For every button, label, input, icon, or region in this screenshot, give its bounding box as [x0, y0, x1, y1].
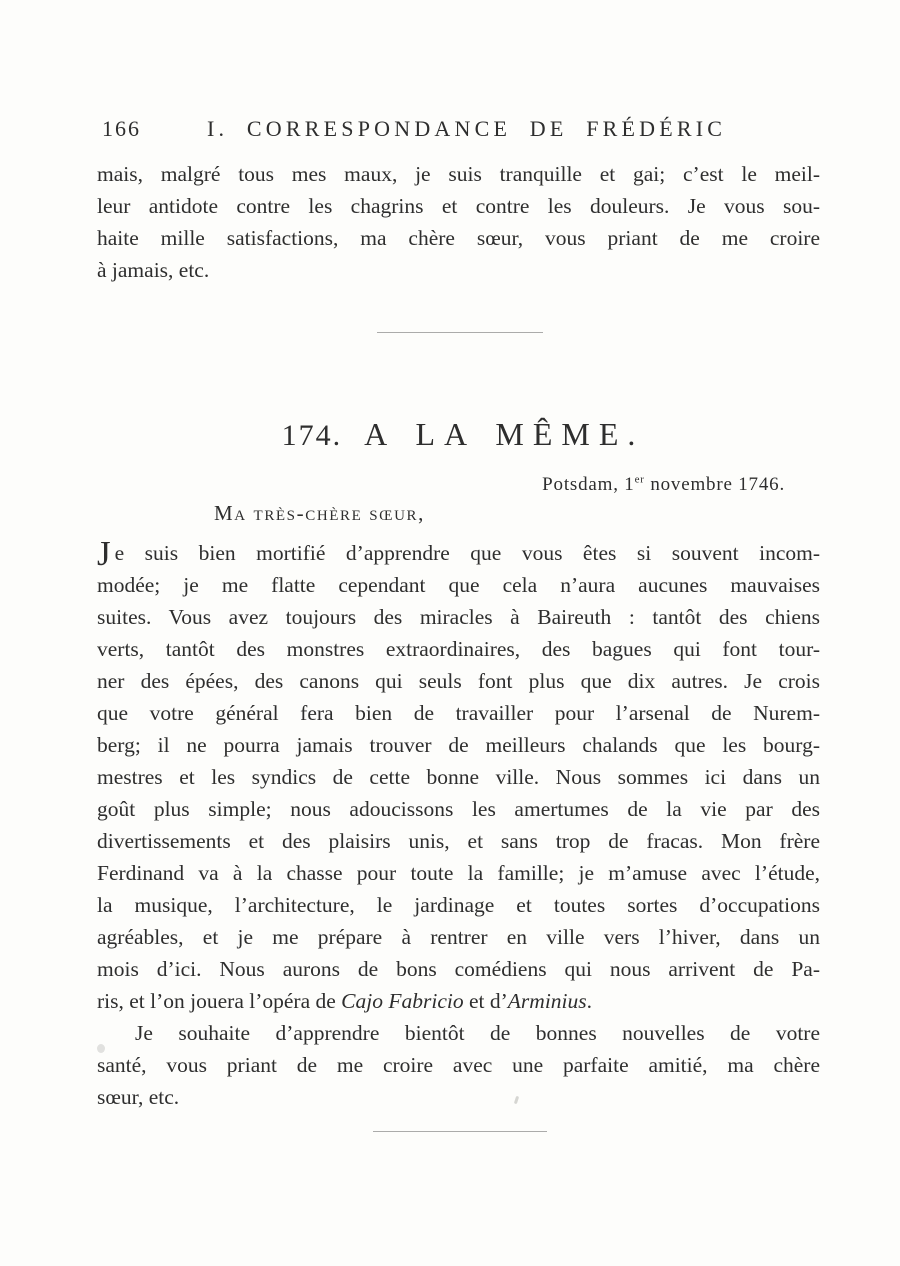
text-line: mais, malgré tous mes maux, je suis tranquille et gai; c’est le meil-: [97, 162, 820, 186]
dateline-superscript: er: [634, 473, 645, 486]
text-line: Je souhaite d’apprendre bientôt de bonnes nouvelles de votre: [135, 1021, 820, 1045]
salutation: Ma très-chère sœur,: [214, 501, 426, 525]
text-line: berg; il ne pourra jamais trouver de meilleurs chalands que les bourg-: [97, 733, 820, 757]
text-line: modée; je me flatte cependant que cela n’aura aucunes mauvaises: [97, 573, 820, 597]
section-divider-bottom: [373, 1131, 547, 1132]
text-line: mois d’ici. Nous aurons de bons comédiens qui nous arrivent de Pa-: [97, 957, 820, 981]
previous-letter-lines: [97, 158, 820, 286]
text-line: sœur, etc.: [97, 1085, 180, 1109]
text-line: goût plus simple; nous adoucissons les amertumes de la vie par des: [97, 797, 820, 821]
text-line: e suis bien mortifié d’apprendre que vous êtes si souvent incom-: [114, 541, 820, 565]
text-line: santé, vous priant de me croire avec une parfaite amitié, ma chère: [97, 1053, 820, 1077]
text-line: à jamais, etc.: [97, 258, 210, 282]
page-number: 166: [102, 116, 141, 141]
running-head: [0, 116, 900, 144]
text-line: suites. Vous avez toujours des miracles à Baireuth : tantôt des chiens: [97, 605, 820, 629]
text-line: ner des épées, des canons qui seuls font plus que dix autres. Je crois: [97, 669, 820, 693]
dateline: [542, 474, 785, 496]
text-line: verts, tantôt des monstres extraordinaires, des bagues qui font tour-: [97, 637, 820, 661]
drop-cap-initial: J: [97, 534, 111, 573]
text-line: divertissements et des plaisirs unis, et sans trop de fracas. Mon frère: [97, 829, 820, 853]
scan-artifact: [97, 1044, 105, 1053]
text-line: la musique, l’architecture, le jardinage et toutes sortes d’occupations: [97, 893, 820, 917]
closing-paragraph: [97, 1017, 820, 1113]
text-line: que votre général fera bien de travailler pour l’arsenal de Nurem-: [97, 701, 820, 725]
dateline-month-year: novembre 1746.: [644, 474, 785, 495]
letter-title: A LA MÊME.: [364, 416, 645, 452]
text-line: mestres et les syndics de cette bonne ville. Nous sommes ici dans un: [97, 765, 820, 789]
running-title: I. CORRESPONDANCE DE FRÉDÉRIC: [207, 116, 727, 141]
letter-body-paragraph: [97, 534, 820, 1017]
text-line: Ferdinand va à la chasse pour toute la famille; je m’amuse avec l’étude,: [97, 861, 820, 885]
previous-letter-paragraph: [97, 158, 820, 286]
text-line: agréables, et je me prépare à rentrer en ville vers l’hiver, dans un: [97, 925, 820, 949]
dateline-place-day: Potsdam, 1: [542, 474, 635, 495]
text-line: haite mille satisfactions, ma chère sœur, vous priant de me croire: [97, 226, 820, 250]
letter-heading: [282, 416, 645, 459]
section-divider-top: [377, 332, 543, 333]
letter-body: [97, 534, 820, 1113]
text-line: ris, et l’on jouera l’opéra de Cajo Fabricio et d’Arminius.: [97, 989, 593, 1013]
letter-number: 174.: [281, 419, 343, 452]
text-line: leur antidote contre les chagrins et contre les douleurs. Je vous sou-: [97, 194, 820, 218]
